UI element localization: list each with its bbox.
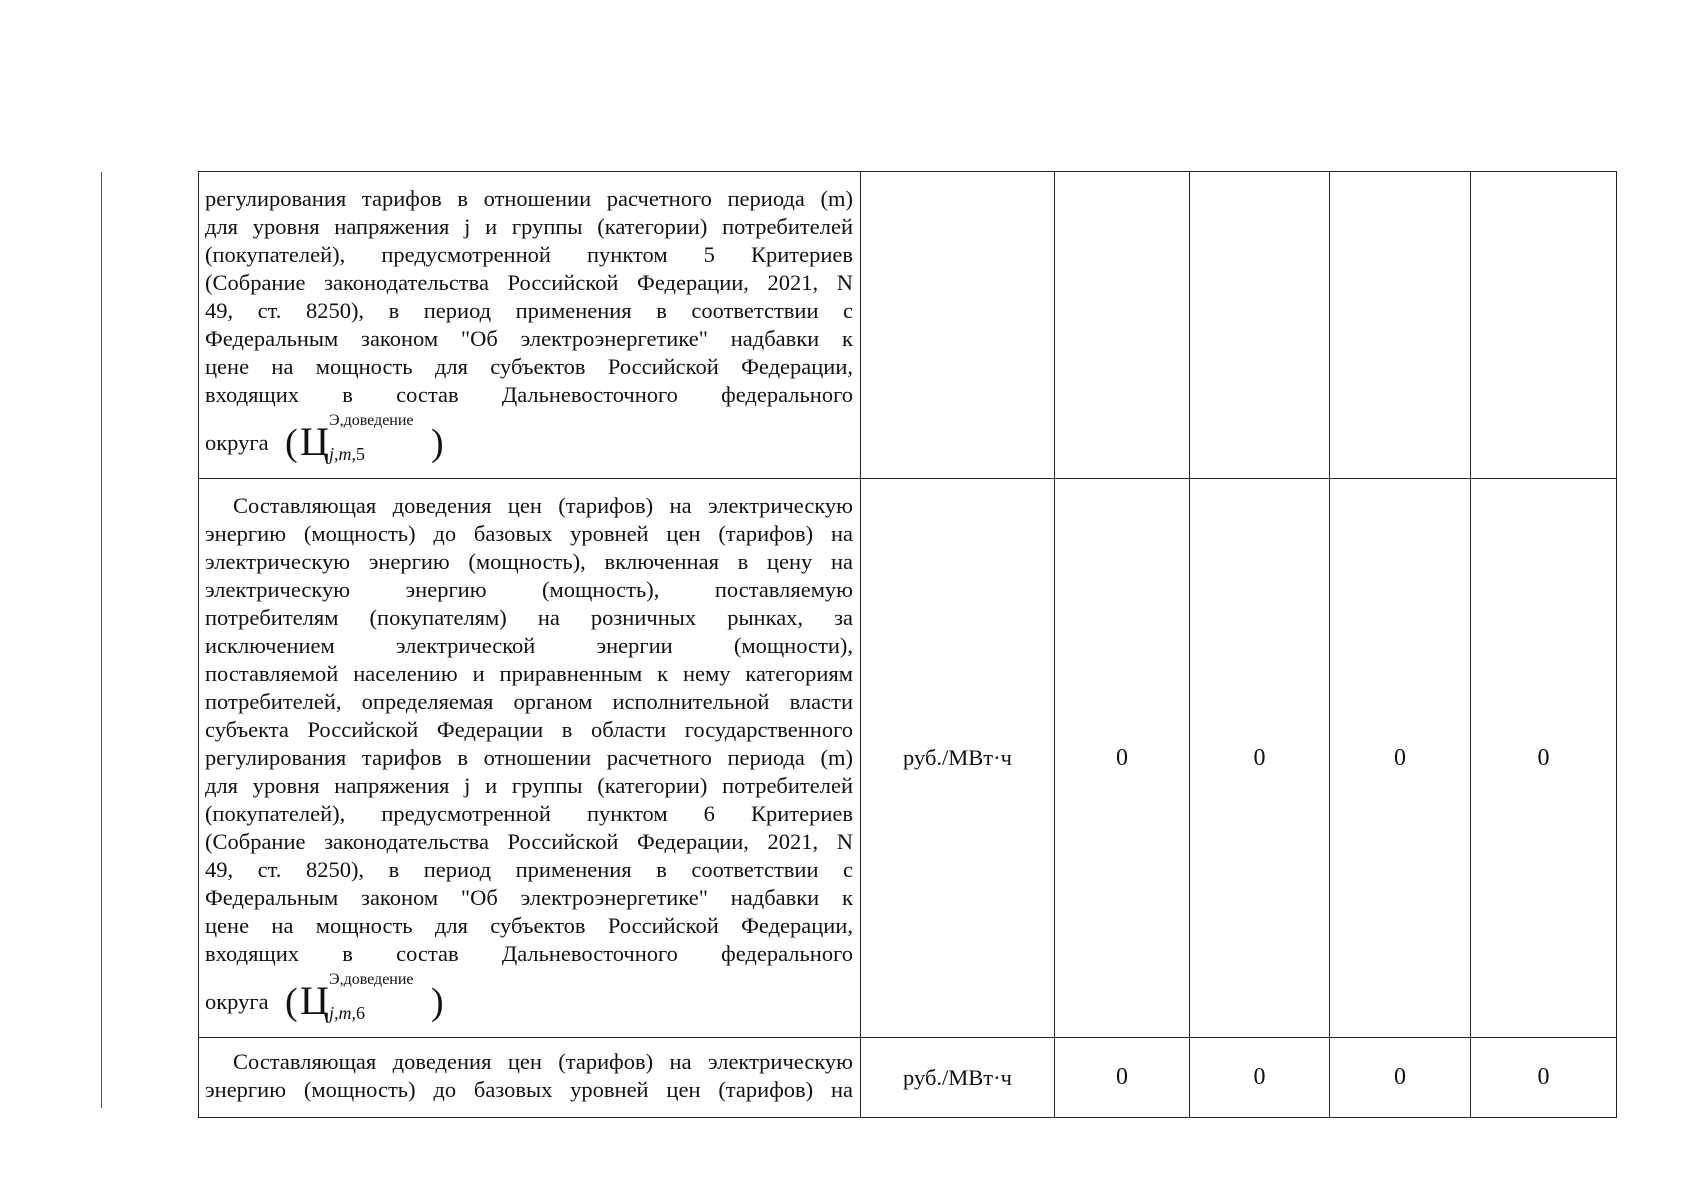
description-line: Федеральным законом "Об электроэнергетике" надбавки к [205,326,853,351]
table-row [199,1038,1617,1118]
formula-subscript [329,444,365,464]
description-line: для уровня напряжения j и группы (категории) потребителей [205,773,853,798]
value-cell: 0 [1330,479,1471,1038]
description-cell [199,1038,861,1118]
description-line: Составляющая доведения цен (тарифов) на электрическую [233,1049,853,1074]
formula-base: Ц [300,978,329,1023]
description-line: исключением электрической энергии (мощности), [205,633,853,658]
description-line: регулирования тарифов в отношении расчетного периода (m) [205,186,853,211]
okrug-word: округа [205,430,269,455]
unit-cell: руб./МВт·ч [861,479,1055,1038]
formula-subscript [329,1003,365,1023]
value-cell: 0 [1055,1038,1190,1118]
table-row [199,172,1617,479]
value-cell: 0 [1471,479,1617,1038]
description-cell [199,172,861,479]
value-cell [1190,172,1330,479]
description-line: Федеральным законом "Об электроэнергетике" надбавки к [205,885,853,910]
description-line: потребителей, определяемая органом исполнительной власти [205,689,853,714]
description-line: потребителям (покупателям) на розничных рынках, за [205,605,853,630]
description-line: входящих в состав Дальневосточного федерального [205,941,853,966]
description-line: цене на мощность для субъектов Российской Федерации, [205,354,853,379]
description-line: для уровня напряжения j и группы (категории) потребителей [205,214,853,239]
description-line: электрическую энергию (мощность), поставляемую [205,577,853,602]
okrug-word: округа [205,989,269,1014]
value-cell: 0 [1330,1038,1471,1118]
close-paren: ) [431,981,444,1023]
description-line: (Собрание законодательства Российской Федерации, 2021, N [205,270,853,295]
description-line: 49, ст. 8250), в период применения в соответствии с [205,857,853,882]
value-cell: 0 [1055,479,1190,1038]
description-line: входящих в состав Дальневосточного федерального [205,382,853,407]
tariff-table [198,171,1617,1118]
description-line: поставляемой населению и приравненным к нему категориям [205,661,853,686]
value-cell: 0 [1190,1038,1330,1118]
formula-line [205,409,853,465]
value-cell: 0 [1471,1038,1617,1118]
description-line: субъекта Российской Федерации в области государственного [205,717,853,742]
unit-cell: руб./МВт·ч [861,1038,1055,1118]
table-row [199,479,1617,1038]
formula-base: Ц [300,419,329,464]
open-paren: ( [285,981,298,1023]
description-line: энергию (мощность) до базовых уровней цен (тарифов) на [205,1077,853,1102]
value-cell [1471,172,1617,479]
formula-subscript-num: 6 [356,1003,365,1023]
formula-subscript-num: 5 [356,444,365,464]
formula-superscript: Э,доведение [329,412,414,429]
description-line: (Собрание законодательства Российской Федерации, 2021, N [205,829,853,854]
price-formula [285,968,455,1024]
value-cell: 0 [1190,479,1330,1038]
description-line: (покупателей), предусмотренной пунктом 5 Критериев [205,242,853,267]
description-line: цене на мощность для субъектов Российской Федерации, [205,913,853,938]
formula-line [205,968,853,1024]
close-paren: ) [431,422,444,464]
description-cell [199,479,861,1038]
description-line: 49, ст. 8250), в период применения в соответствии с [205,298,853,323]
description-line: энергию (мощность) до базовых уровней цен (тарифов) на [205,521,853,546]
unit-cell [861,172,1055,479]
value-cell [1330,172,1471,479]
description-line: Составляющая доведения цен (тарифов) на электрическую [233,493,853,518]
formula-subscript-vars: j,m, [329,1003,356,1023]
formula-subscript-vars: j,m, [329,444,356,464]
price-formula [285,409,455,465]
description-line: электрическую энергию (мощность), включенная в цену на [205,549,853,574]
description-line: (покупателей), предусмотренной пунктом 6 Критериев [205,801,853,826]
left-margin-line [101,172,102,1108]
formula-superscript: Э,доведение [329,971,414,988]
value-cell [1055,172,1190,479]
open-paren: ( [285,422,298,464]
description-line: регулирования тарифов в отношении расчетного периода (m) [205,745,853,770]
